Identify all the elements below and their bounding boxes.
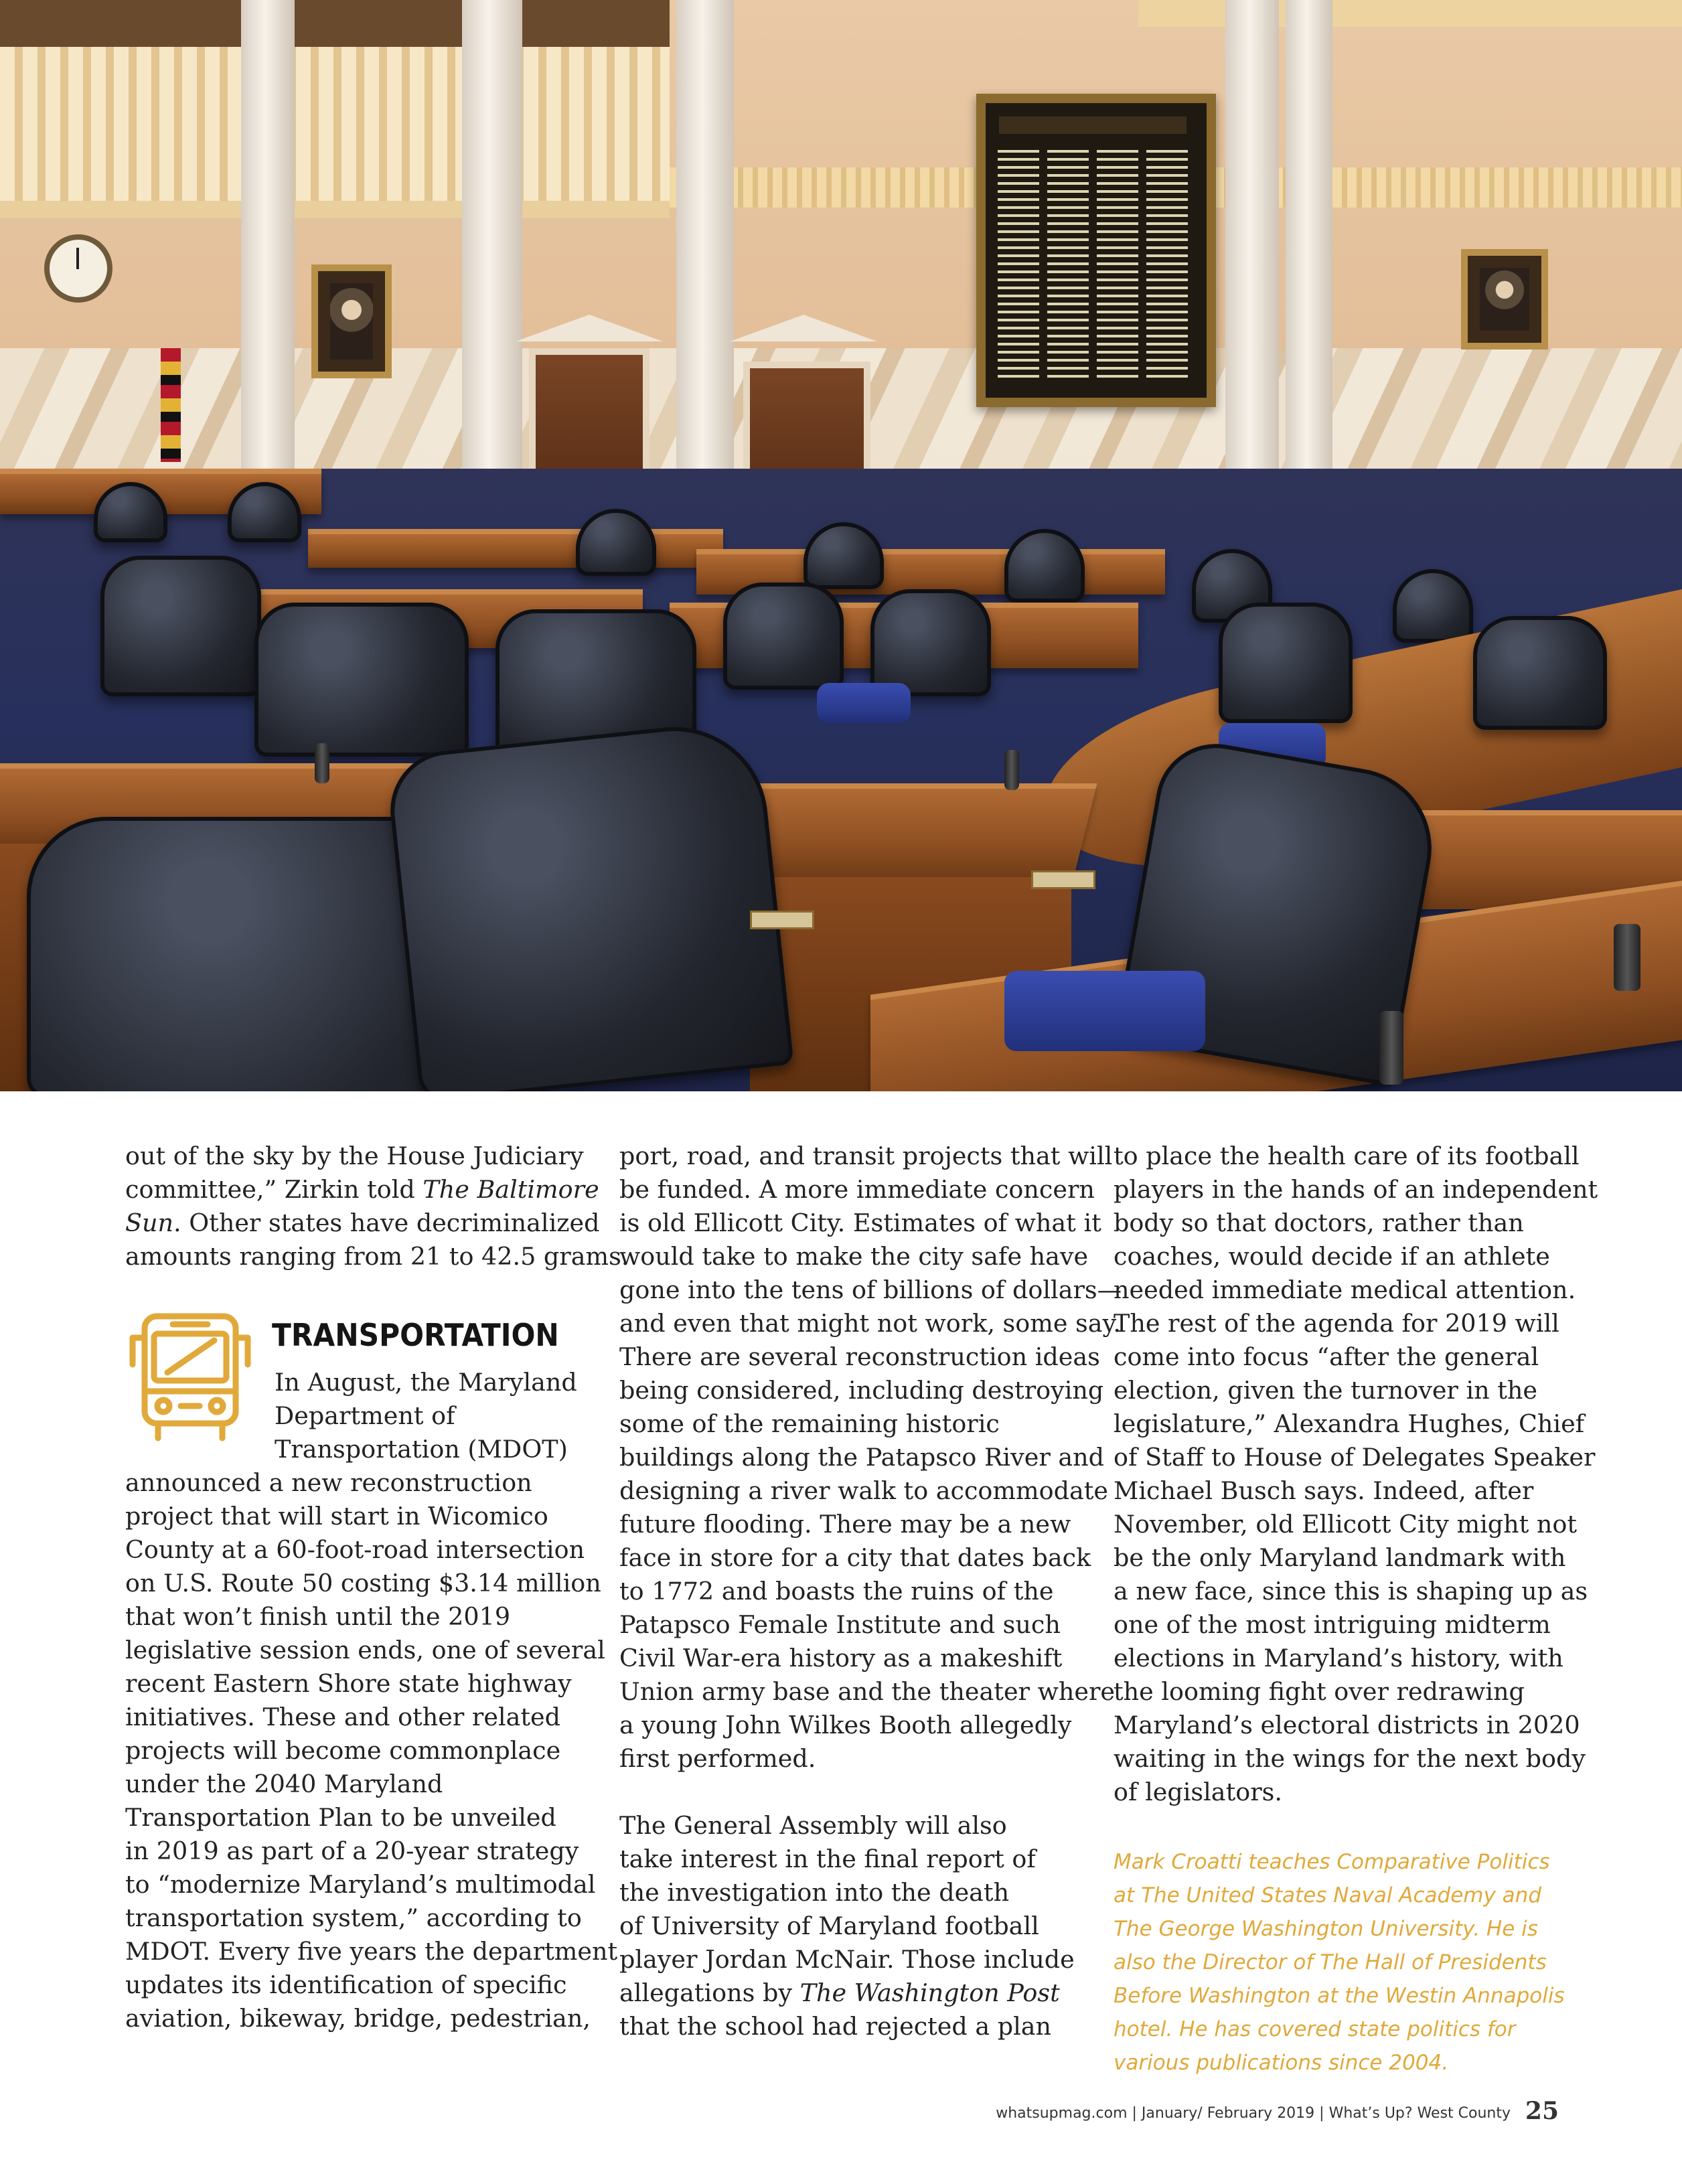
text-line: to “modernize Maryland’s multimodal (125, 1870, 596, 1899)
desk-microphone (1379, 1011, 1403, 1085)
text-line: Maryland’s electoral districts in 2020 (1114, 1711, 1580, 1739)
text-line: face in store for a city that dates back (619, 1543, 1091, 1572)
column-middle (619, 1140, 1122, 2043)
text-line: port, road, and transit projects that will (619, 1142, 1113, 1170)
text-line: initiatives. These and other related (125, 1703, 560, 1731)
text-line: the looming fight over redrawing (1114, 1677, 1525, 1706)
text-line: Department of (275, 1401, 455, 1430)
text-line: waiting in the wings for the next body (1114, 1744, 1586, 1773)
text-line (619, 1976, 1075, 2010)
footer-meta: whatsupmag.com | January/ February 2019 | What’s Up? West County (996, 2105, 1511, 2122)
paragraph-continued (125, 1466, 618, 2035)
vote-button-panel (750, 911, 814, 929)
text-line: that won’t finish until the 2019 (125, 1602, 511, 1631)
maryland-flag (161, 348, 181, 462)
bio-line: at The United States Naval Academy and (1114, 1883, 1541, 1907)
text-run: committee,” Zirkin told (125, 1175, 423, 1204)
text-line: Transportation Plan to be unveiled (125, 1803, 556, 1832)
publication-title: The Washington Post (799, 1978, 1060, 2007)
text-line (125, 1173, 599, 1206)
text-line: to 1772 and boasts the ruins of the (619, 1577, 1054, 1606)
text-line: recent Eastern Shore state highway (125, 1669, 572, 1698)
text-line: would take to make the city safe have (619, 1242, 1089, 1271)
text-line: The rest of the agenda for 2019 will (1114, 1309, 1559, 1338)
chair (1004, 529, 1085, 603)
text-line: transportation system,” according to (125, 1903, 582, 1932)
portrait-frame (311, 264, 392, 378)
text-line: body so that doctors, rather than (1114, 1208, 1524, 1237)
text-line: Union army base and the theater where (619, 1677, 1115, 1706)
board-column (998, 150, 1039, 378)
text-line: project that will start in Wicomico (125, 1502, 548, 1531)
text-line: needed immediate medical attention. (1114, 1275, 1576, 1304)
text-line: and even that might not work, some say. (619, 1309, 1121, 1338)
page-footer (983, 2093, 1559, 2133)
portrait-frame (1461, 249, 1548, 349)
desk (308, 529, 723, 568)
board-header (999, 116, 1187, 134)
text-line: legislative session ends, one of several (125, 1636, 605, 1664)
bio-line: Before Washington at the Westin Annapolis (1114, 1984, 1565, 2008)
text-line: players in the hands of an independent (1114, 1175, 1598, 1204)
chair (254, 603, 469, 757)
text-line: of Staff to House of Delegates Speaker (1114, 1443, 1596, 1472)
bus-icon (114, 1311, 266, 1445)
desk-microphone (315, 743, 329, 783)
paragraph-gap (619, 1776, 1075, 1809)
page-number: 25 (1525, 2097, 1559, 2125)
publication-title: Sun (125, 1208, 174, 1237)
gallery-shadow (0, 0, 670, 54)
text-line: In August, the Maryland (275, 1368, 577, 1397)
portrait (1480, 268, 1529, 331)
author-bio (1114, 1845, 1582, 2080)
text-line: updates its identification of specific (125, 1970, 567, 1999)
text-line: being considered, including destroying (619, 1376, 1104, 1405)
board-column (1097, 150, 1138, 378)
vote-tally-board (976, 94, 1216, 407)
text-line: announced a new reconstruction (125, 1468, 532, 1497)
text-line: is old Ellicott City. Estimates of what it (619, 1208, 1101, 1237)
text-line: come into focus “after the general (1114, 1342, 1539, 1371)
gallery-balcony (0, 47, 670, 218)
text-line: election, given the turnover in the (1114, 1376, 1538, 1405)
text-line: to place the health care of its football (1114, 1142, 1580, 1170)
text-line: the investigation into the death (619, 1878, 1010, 1907)
chair (1219, 603, 1353, 723)
seat-cushion (1004, 971, 1205, 1051)
chair (870, 589, 991, 696)
text-run: allegations by (619, 1978, 800, 2007)
text-line: be funded. A more immediate concern (619, 1175, 1095, 1204)
text-line: Patapsco Female Institute and such (619, 1610, 1061, 1639)
text-line: take interest in the final report of (619, 1845, 1036, 1873)
text-line: Michael Busch says. Indeed, after (1114, 1476, 1534, 1505)
column-left (125, 1140, 629, 1273)
text-line: County at a 60-foot-road intersection (125, 1535, 585, 1564)
bio-line: various publications since 2004. (1114, 2051, 1449, 2075)
text-line: MDOT. Every five years the department (125, 1937, 618, 1966)
text-line: legislature,” Alexandra Hughes, Chief (1114, 1409, 1585, 1438)
text-line: designing a river walk to accommodate (619, 1476, 1108, 1505)
chair (1473, 616, 1607, 730)
column-right (1114, 1140, 1598, 1809)
text-line: aviation, bikeway, bridge, pedestrian, (125, 2004, 591, 2033)
text-line: a young John Wilkes Booth allegedly (619, 1711, 1072, 1739)
bio-line: also the Director of The Hall of Presidents (1114, 1950, 1547, 1974)
text-line: first performed. (619, 1744, 816, 1773)
desk-microphone (1004, 750, 1019, 790)
text-line: projects will become commonplace (125, 1736, 561, 1765)
text-line: There are several reconstruction ideas (619, 1342, 1100, 1371)
front-chair (384, 718, 793, 1091)
text-line: a new face, since this is shaping up as (1114, 1577, 1588, 1606)
wrapped-paragraph-start (275, 1366, 583, 1466)
bio-line: The George Washington University. He is (1114, 1917, 1538, 1941)
text-line: Civil War-era history as a makeshift (619, 1644, 1063, 1672)
text-line: of legislators. (1114, 1778, 1282, 1806)
seat-cushion (817, 683, 911, 723)
text-line: of University of Maryland football (619, 1912, 1039, 1940)
text-line (125, 1206, 600, 1240)
board-column (1047, 150, 1089, 378)
chair (723, 582, 844, 690)
chair (100, 556, 261, 696)
upper-cornice (1138, 0, 1682, 27)
desk-microphone (1614, 924, 1640, 991)
text-line: under the 2040 Maryland (125, 1770, 443, 1798)
vote-button-panel (1031, 870, 1095, 889)
text-line: player Jordan McNair. Those include (619, 1945, 1075, 1974)
board-column (1146, 150, 1188, 378)
text-line: be the only Maryland landmark with (1114, 1543, 1566, 1572)
text-line: amounts ranging from 21 to 42.5 grams. (125, 1242, 629, 1271)
hero-photo (0, 0, 1682, 1091)
portrait (330, 283, 373, 360)
bio-line: hotel. He has covered state politics for (1114, 2017, 1516, 2041)
text-line: gone into the tens of billions of dollars— (619, 1275, 1122, 1304)
text-line: one of the most intriguing midterm (1114, 1610, 1551, 1639)
section-heading: TRANSPORTATION (272, 1317, 559, 1353)
text-line: in 2019 as part of a 20-year strategy (125, 1837, 579, 1865)
text-line: out of the sky by the House Judiciary (125, 1142, 584, 1170)
text-line: that the school had rejected a plan (619, 2012, 1052, 2041)
text-line: elections in Maryland’s history, with (1114, 1644, 1563, 1672)
text-run: . Other states have decriminalized (173, 1208, 600, 1237)
text-line: coaches, would decide if an athlete (1114, 1242, 1550, 1271)
bio-line: Mark Croatti teaches Comparative Politics (1114, 1850, 1550, 1874)
text-line: Transportation (MDOT) (275, 1435, 568, 1464)
chair (1393, 569, 1473, 643)
text-line: on U.S. Route 50 costing $3.14 million (125, 1569, 601, 1597)
publication-title: The Baltimore (423, 1175, 599, 1204)
wall-clock (44, 234, 112, 303)
text-line: future flooding. There may be a new (619, 1510, 1071, 1539)
text-line: November, old Ellicott City might not (1114, 1510, 1578, 1539)
text-line: The General Assembly will also (619, 1811, 1007, 1840)
text-line: some of the remaining historic (619, 1409, 1000, 1438)
text-line: buildings along the Patapsco River and (619, 1443, 1105, 1472)
